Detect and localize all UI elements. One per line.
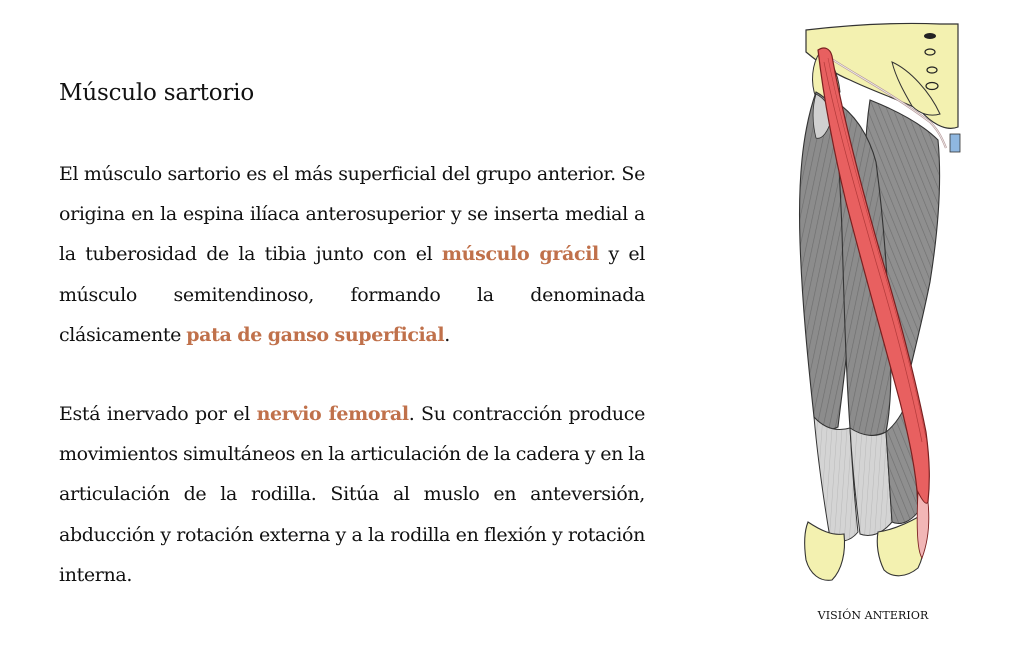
figure-caption: VISIÓN ANTERIOR (817, 609, 929, 622)
link-pata-de-ganso[interactable]: pata de ganso superficial (186, 323, 445, 346)
paragraph-innervation (59, 394, 645, 595)
link-nervio-femoral[interactable]: nervio femoral (256, 403, 409, 425)
paragraph-text: y el músculo semitendinoso, formando la denominada clásicamente (59, 243, 645, 346)
anatomy-illustration (780, 22, 970, 587)
paragraph-text: El músculo sartorio es el más superficial del grupo anterior. Se origina en la espina ilíaca anterosuperior y se inserta medial a la tuberosidad de la tibia junto con el (59, 163, 645, 266)
paragraph-description (59, 154, 645, 355)
page-title: Músculo sartorio (59, 80, 254, 106)
paragraph-text: Está inervado por el (59, 403, 257, 425)
paragraph-text: . Su contracción produce movimientos simultáneos en la articulación de la cadera y en la articulación de la rodilla. Sitúa al muslo en anteversión, abducción y rotación externa y a la rodilla en flexión y rotación interna. (59, 403, 645, 586)
link-musculo-gracil[interactable]: músculo grácil (441, 243, 599, 266)
paragraph-text: . (444, 323, 450, 346)
